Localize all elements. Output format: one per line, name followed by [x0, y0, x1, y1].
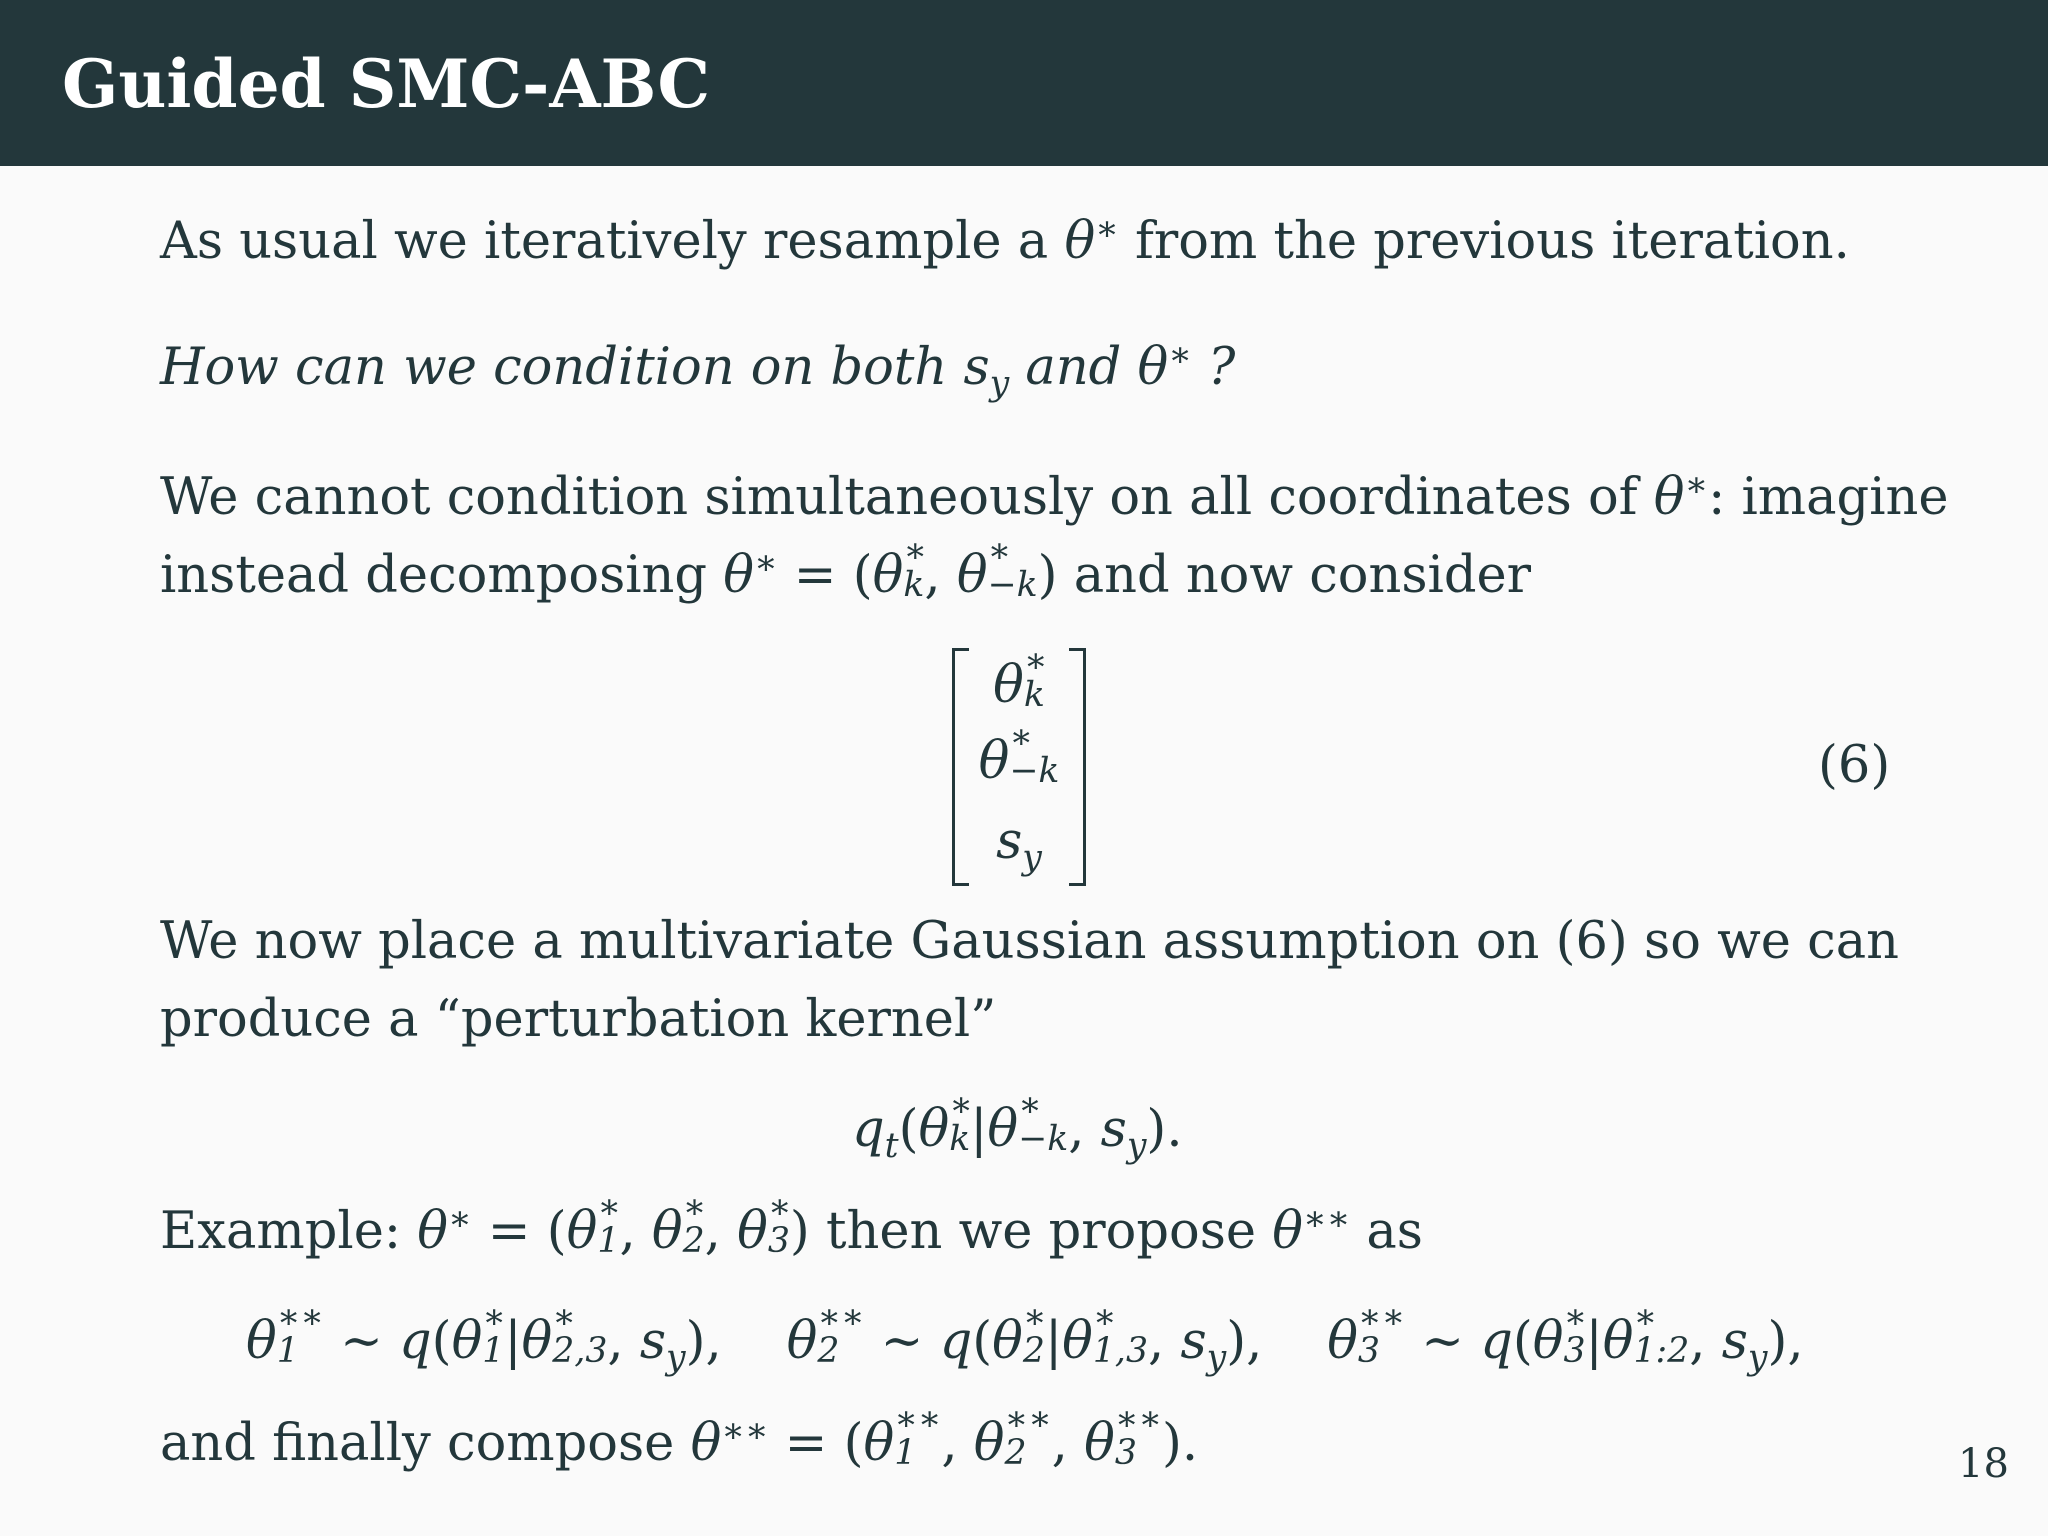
text-fragment: and — [1009, 338, 1138, 397]
paragraph-gaussian-1: We now place a multivariate Gaussian assumption on (6) so we can — [160, 912, 1899, 971]
math-compose: θ∗∗ = (θ ∗∗ 1 , θ ∗∗ 2 , θ ∗∗ 3 ). — [690, 1398, 1199, 1473]
frame-title-bar — [0, 0, 2048, 166]
math-theta-double-star: θ∗∗ — [1272, 1198, 1351, 1261]
text-fragment: Example: — [160, 1202, 418, 1261]
question-line — [160, 334, 1236, 405]
matrix-entry-s-y: $s_y$ — [996, 812, 1042, 879]
text-fragment: ? — [1191, 338, 1236, 397]
proposal-equations: θ ∗∗ 1 ∼ q(θ ∗ 1 |θ ∗ 2,3 , $s_y$), θ ∗∗ 2 ∼ q(θ ∗ 2 |θ ∗ 1,3 , $s_y$), θ ∗∗ 3 ∼ q(θ ∗ 3 |θ ∗ 1:2 , $s_y$), — [246, 1296, 1804, 1379]
text-fragment: then we propose — [809, 1202, 1273, 1261]
page-number: 18 — [1958, 1441, 2009, 1487]
text-fragment: How can we condition on both — [160, 338, 964, 397]
equation-number: (6) — [1818, 736, 1891, 795]
text-fragment: as — [1350, 1202, 1423, 1261]
matrix-entry-theta-k: θ ∗ k — [993, 640, 1048, 715]
paragraph-decompose-2 — [160, 530, 1532, 611]
paragraph-gaussian-2: produce a “perturbation kernel” — [160, 990, 997, 1049]
math-theta-star: θ∗ — [1137, 334, 1192, 397]
text-fragment: and finally compose — [160, 1414, 691, 1473]
text-fragment: from the previous iteration. — [1118, 212, 1850, 271]
math-s-y: $s_y$ — [963, 338, 1010, 405]
math-theta-star: θ∗ — [1064, 208, 1119, 271]
text-fragment: We cannot condition simultaneously on all coordinates of — [160, 468, 1654, 527]
text-fragment: As usual we iteratively resample a — [160, 212, 1065, 271]
text-fragment: : imagine — [1708, 468, 1949, 527]
example-line — [160, 1186, 1423, 1267]
slide-title: Guided SMC-ABC — [62, 45, 711, 123]
column-vector-matrix — [952, 640, 1086, 884]
paragraph-decompose-1 — [160, 464, 1949, 528]
text-fragment: instead decomposing — [160, 546, 724, 605]
kernel-equation: $q_t(\theta$ ∗ k |θ ∗ −k , $s_y$). — [852, 1084, 1183, 1167]
matrix-entry-theta-minus-k: θ ∗ −k — [978, 716, 1060, 791]
math-theta-components: θ∗ = (θ ∗ 1 , θ ∗ 2 , θ ∗ 3 ) — [417, 1186, 810, 1261]
final-compose-line — [160, 1398, 1199, 1479]
text-fragment: and now consider — [1057, 546, 1532, 605]
math-decomposition: θ∗ = (θ ∗ k , θ ∗ −k ) — [723, 530, 1058, 605]
math-theta-star: θ∗ — [1653, 464, 1709, 527]
paragraph-resample — [160, 208, 1850, 272]
